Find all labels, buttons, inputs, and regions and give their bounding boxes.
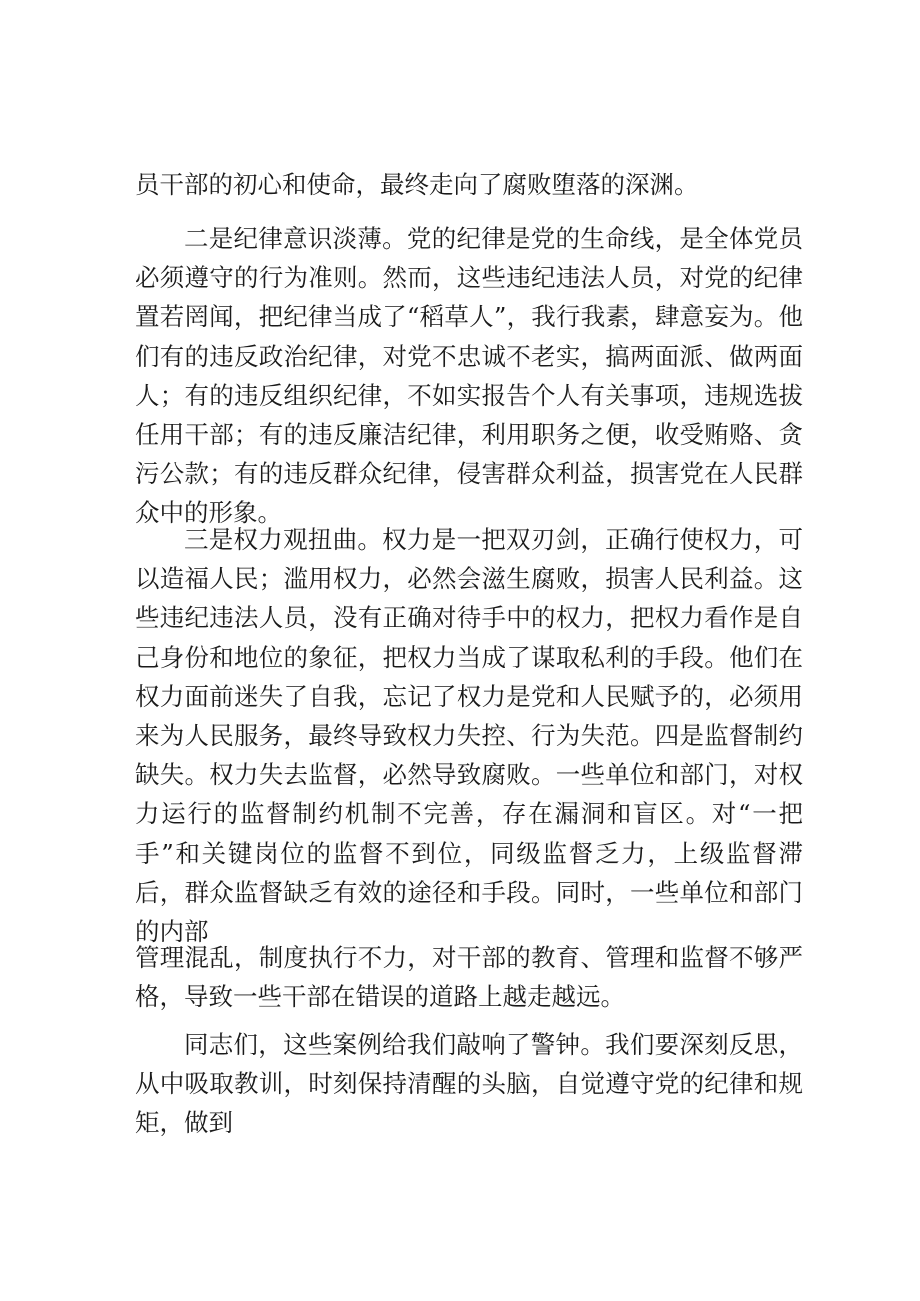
paragraph-warning: 同志们，这些案例给我们敲响了警钟。我们要深刻反思，从中吸取教训，时刻保持清醒的头脑，自觉遵守党的纪律和规矩，做到 — [135, 1030, 803, 1138]
paragraph-discipline: 二是纪律意识淡薄。党的纪律是党的生命线，是全体党员必须遵守的行为准则。然而，这些违纪违法人员，对党的纪律置若罔闻，把纪律当成了“稻草人”，我行我素，肆意妄为。他们有的违反政治纪律，对党不忠诚不老实，搞两面派、做两面人；有的违反组织纪律，不如实报告个人有关事项，违规选拔任用干部；有的违反廉洁纪律，利用职务之便，收受贿赂、贪污公款；有的违反群众纪律，侵害群众利益，损害党在人民群众中的形象。 — [135, 224, 803, 528]
paragraph-management: 管理混乱，制度执行不力，对干部的教育、管理和监督不够严格，导致一些干部在错误的道路上越走越远。 — [135, 943, 803, 1012]
paragraph-continuation: 员干部的初心和使命，最终走向了腐败堕落的深渊。 — [135, 170, 699, 199]
paragraph-power-view: 三是权力观扭曲。权力是一把双刃剑，正确行使权力，可以造福人民；滥用权力，必然会滋生腐败，损害人民利益。这些违纪违法人员，没有正确对待手中的权力，把权力看作是自己身份和地位的象征，把权力当成了谋取私利的手段。他们在权力面前迷失了自我，忘记了权力是党和人民赋予的，必须用来为人民服务，最终导致权力失控、行为失范。四是监督制约缺失。权力失去监督，必然导致腐败。一些单位和部门，对权力运行的监督制约机制不完善，存在漏洞和盲区。对“一把手”和关键岗位的监督不到位，同级监督乏力，上级监督滞后，群众监督缺乏有效的途径和手段。同时，一些单位和部门的内部 — [135, 525, 803, 947]
